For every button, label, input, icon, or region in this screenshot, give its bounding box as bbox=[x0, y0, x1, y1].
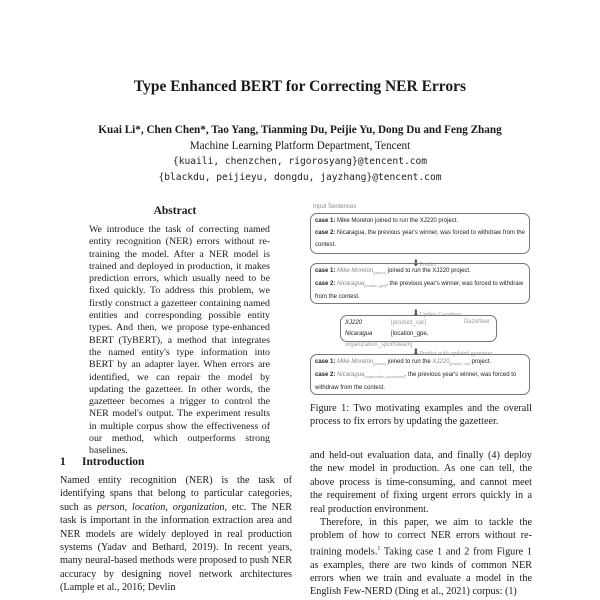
case-text: , the previous year's winner, was forced to withdraw from the contest. bbox=[315, 372, 517, 392]
abstract-text: We introduce the task of correcting named entity recognition (NER) errors without re-training the model. After a NER model is trained and deployed in production, it makes prediction errors, which usually need to be fixed quickly. To address this problem, we firstly construct a gazetteer containing named entities and corresponding possible entity types. And then, we propose type-enhanced BERT (TyBERT), a method that integrates the named entity's type information into BERT by an adapter layer. When errors are identified, we can repair the model by updating the gazetteer. In other words, the gazetteer becomes a trigger to control the NER model's output. The experiment results in multiple corpus show the effectiveness of our method, which outperforms strong baselines. bbox=[89, 224, 270, 457]
term-person: person bbox=[96, 501, 125, 513]
step-label: Predict with updated gazetteer bbox=[419, 351, 493, 357]
paragraph-text: Therefore, in this paper, we aim to tackle the problem of how to correct NER errors without re-training models. bbox=[310, 517, 532, 558]
updated-prediction-box bbox=[310, 354, 530, 395]
email-line-2: {blackdu, peijieyu, dongdu, jayzhang}@tencent.com bbox=[158, 172, 442, 183]
term-location: location bbox=[131, 501, 166, 513]
entity-tag: [organization_sportsteam] bbox=[364, 375, 405, 380]
step-label: Predict bbox=[419, 262, 437, 268]
gazetteer-types-added: organization_sportsteam] bbox=[345, 342, 413, 348]
entity-tag: [product_car] bbox=[449, 362, 470, 367]
case-label: case 1: bbox=[315, 359, 336, 365]
case-text: joined to run the XJ220 project. bbox=[386, 268, 471, 274]
case-label: case 2: bbox=[315, 372, 336, 379]
entity-tag: [person] bbox=[373, 271, 387, 276]
case-label: case 1: bbox=[315, 218, 336, 224]
case-label: case 1: bbox=[315, 268, 336, 274]
gazetteer-types: [location_gpe, bbox=[391, 331, 429, 337]
step-label: Update Gazetteer bbox=[419, 312, 462, 318]
entity-tag: [person] bbox=[373, 362, 387, 367]
section-number: 1 bbox=[60, 456, 66, 468]
paragraph bbox=[310, 516, 532, 599]
case-text: Mike Moreton joined to run the XJ220 project. bbox=[335, 218, 459, 224]
intro-text-cont: , etc. The NER task is important in the information extraction area and NER models are widely deployed in real production systems (Yadav and Bethard, 2019). In recent years, many neural-based methods were proposed to push NER accuracy by designing novel network architectures (Lample et al., 2016; Devlin bbox=[60, 501, 292, 594]
right-column-text bbox=[310, 449, 532, 599]
figure-caption: Figure 1: Two motivating examples and the overall process to fix errors by updating the gazetteer. bbox=[310, 403, 532, 427]
figure-input-label: Input Sentences bbox=[313, 204, 357, 210]
footnote-marker[interactable]: 1 bbox=[377, 545, 381, 552]
entity: XJ220 bbox=[432, 359, 450, 365]
gazetteer-key: XJ220 bbox=[345, 320, 363, 326]
term-organization: organization bbox=[172, 501, 225, 513]
down-arrow-icon: ⬇ bbox=[412, 259, 420, 269]
entity: Mike Moreton bbox=[337, 359, 374, 365]
section-title: Introduction bbox=[82, 456, 145, 468]
gazetteer-key: Nicaragua bbox=[345, 331, 373, 337]
paragraph-text: Taking case 1 and 2 from Figure 1 as examples, there are two kinds of common NER errors when we train and evaluate a model in the English Few-NERD (Ding et al., 2021) corpus: (1) bbox=[310, 546, 532, 598]
intro-paragraph: Named entity recognition (NER) is the task of identifying spans that belong to particular categories, such as person, location, organization, etc. The NER task is important in the information extraction area and NER models are widely deployed in real production systems (Yadav and Bethard, 2019). In recent years, many neural-based methods were proposed to push NER accuracy by designing novel network architectures (Lample et al., 2016; Devlin bbox=[60, 475, 292, 594]
affiliation: Machine Learning Platform Department, Tencent bbox=[189, 140, 411, 152]
gazetteer-title: Gazetteer bbox=[463, 319, 490, 325]
entity-tag: [location_gpe] bbox=[364, 284, 387, 289]
case-text: Nicaragua, the previous year's winner, was forced to withdraw from the contest. bbox=[315, 230, 525, 248]
case-text: joined to run the bbox=[386, 359, 433, 365]
gazetteer-row bbox=[345, 317, 492, 329]
down-arrow-icon: ⬇ bbox=[412, 309, 420, 319]
entity: Nicaragua bbox=[337, 281, 365, 288]
case-text: project. bbox=[469, 359, 492, 365]
entity: Nicaragua bbox=[337, 372, 365, 379]
gazetteer-box bbox=[340, 315, 497, 348]
entity: Mike Moreton bbox=[337, 268, 374, 274]
paragraph-continued: and held-out evaluation data, and finally (4) deploy the new model in production. As one can tell, the above process is time-consuming, and cannot meet the requirement of fixing urgent errors quickly in a real production environment. bbox=[310, 450, 532, 515]
input-sentences-box bbox=[310, 213, 530, 254]
email-line-1: {kuaili, chenzchen, rigorosyang}@tencent.com bbox=[172, 156, 428, 167]
case-label: case 2: bbox=[315, 230, 336, 236]
gazetteer-types: [product_car] bbox=[391, 320, 427, 326]
case-label: case 2: bbox=[315, 281, 336, 288]
case-text: , the previous year's winner, was forced to withdraw from the contest. bbox=[315, 281, 524, 301]
prediction-box bbox=[310, 263, 530, 304]
intro-text: Named entity recognition (NER) is the task of identifying spans that belong to particular categories, such as bbox=[60, 475, 292, 513]
paper-title: Type Enhanced BERT for Correcting NER Errors bbox=[133, 78, 467, 95]
author-list: Kuai Li*, Chen Chen*, Tao Yang, Tianming Du, Peijie Yu, Dong Du and Feng Zhang bbox=[98, 124, 502, 136]
section-heading-introduction bbox=[60, 456, 144, 468]
abstract-heading: Abstract bbox=[153, 205, 197, 217]
down-arrow-icon: ⬇ bbox=[412, 348, 420, 358]
